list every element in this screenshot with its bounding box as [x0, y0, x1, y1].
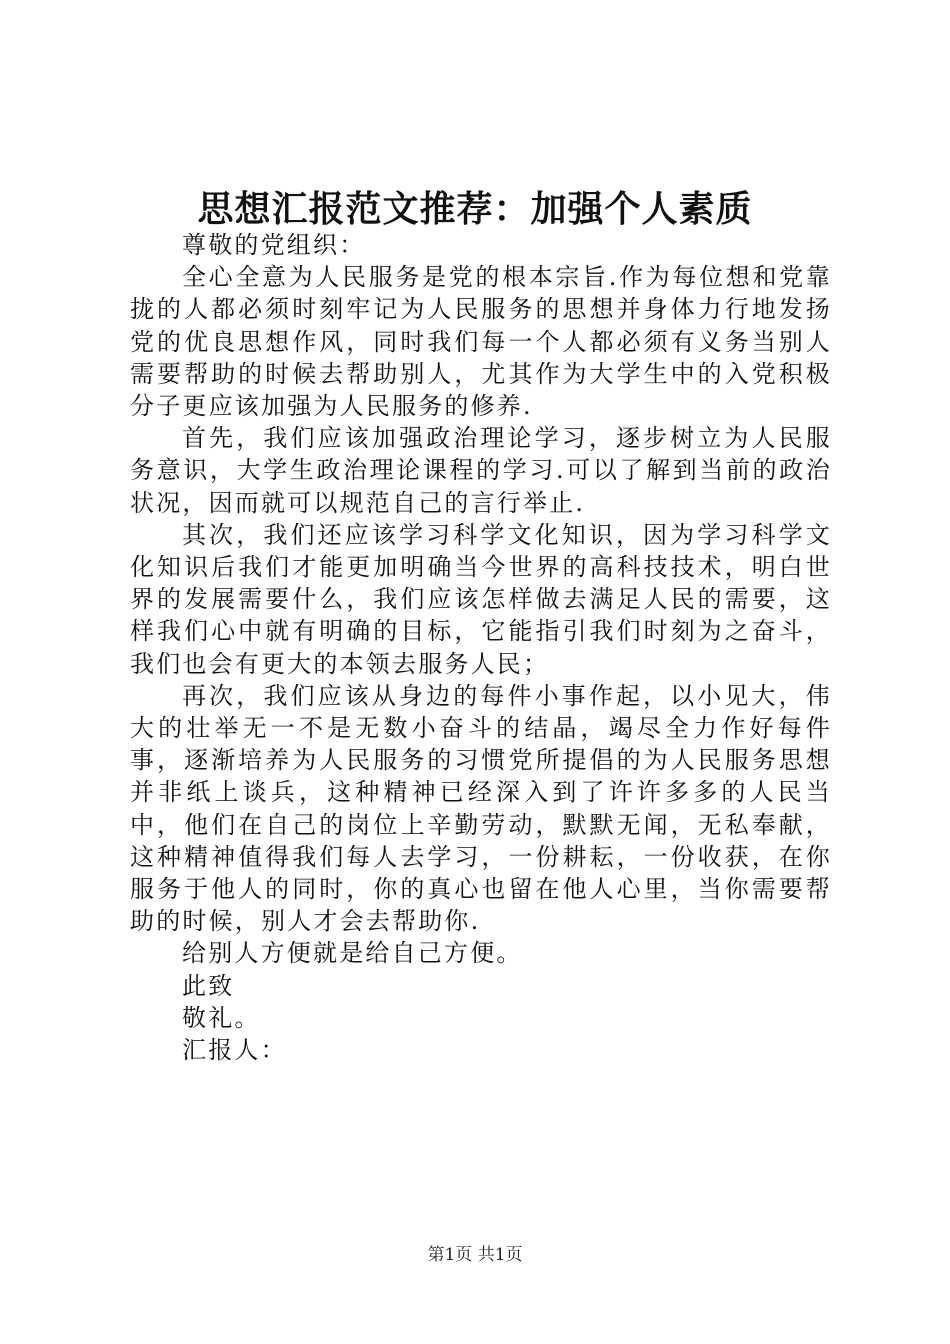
- paragraph: 其次，我们还应该学习科学文化知识，因为学习科学文化知识后我们才能更加明确当今世界的高科技技术，明白世界的发展需要什么，我们应该怎样做去满足人民的需要，这样我们心中就有明确的目标，它能指引我们时刻为之奋斗，我们也会有更大的本领去服务人民；: [130, 520, 832, 678]
- signature: 汇报人：: [182, 1036, 287, 1065]
- closing: 此致: [182, 971, 235, 1000]
- paragraph: 全心全意为人民服务是党的根本宗旨.作为每位想和党靠拢的人都必须时刻牢记为人民服务的思想并身体力行地发扬党的优良思想作风，同时我们每一个人都必须有义务当别人需要帮助的时候去帮助别人，尤其作为大学生中的入党积极分子更应该加强为人民服务的修养.: [130, 263, 832, 421]
- page-title: 思想汇报范文推荐：加强个人素质: [197, 188, 753, 230]
- paragraph: 再次，我们应该从身边的每件小事作起，以小见大，伟大的壮举无一不是无数小奋斗的结晶，竭尽全力作好每件事，逐渐培养为人民服务的习惯党所提倡的为人民服务思想并非纸上谈兵，这种精神已经深入到了许许多多的人民当中，他们在自己的岗位上辛勤劳动，默默无闻，无私奉献，这种精神值得我们每人去学习，一份耕耘，一份收获，在你服务于他人的同时，你的真心也留在他人心里，当你需要帮助的时候，别人才会去帮助你.: [130, 681, 832, 936]
- paragraph: 给别人方便就是给自己方便。: [182, 939, 523, 968]
- salutation: 尊敬的党组织：: [182, 231, 366, 259]
- document-body: [130, 229, 832, 1066]
- regards: 敬礼。: [182, 1003, 261, 1032]
- page-number: 第1页 共1页: [427, 1245, 523, 1265]
- paragraph: 首先，我们应该加强政治理论学习，逐步树立为人民服务意识，大学生政治理论课程的学习.可以了解到当前的政治状况，因而就可以规范自己的言行举止.: [130, 424, 832, 517]
